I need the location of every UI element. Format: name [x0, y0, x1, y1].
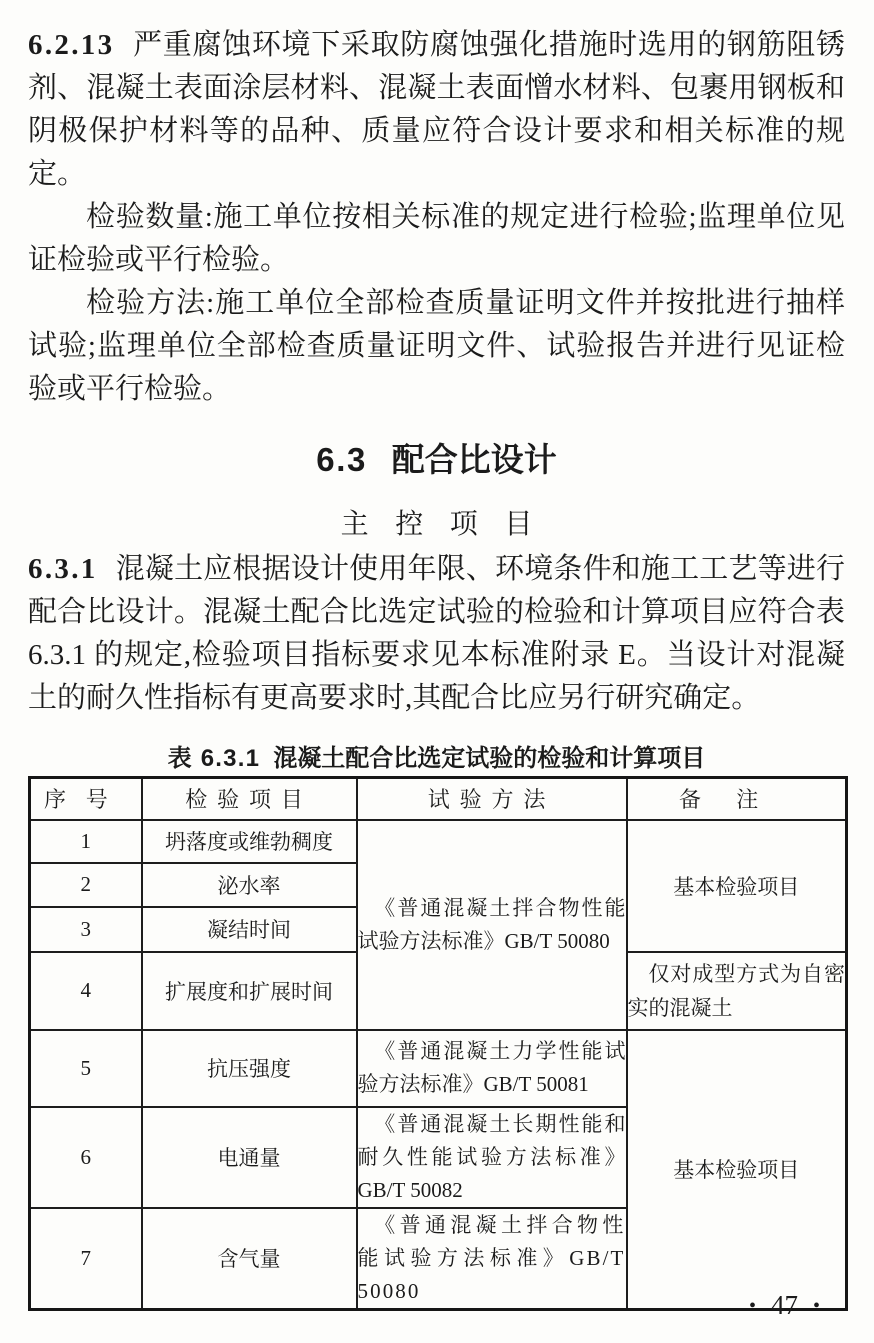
- inspection-items-table: [28, 776, 848, 1311]
- row1-item: 坍落度或维勃稠度: [142, 820, 357, 863]
- row2-item: 泌水率: [142, 863, 357, 907]
- header-remark: 备注: [627, 778, 847, 820]
- header-item: 检验项目: [142, 778, 357, 820]
- row6-item: 电通量: [142, 1107, 357, 1208]
- inspection-quantity-para: 检验数量:施工单位按相关标准的规定进行检验;监理单位见证检验或平行检验。: [28, 201, 845, 276]
- table-caption-label: 表 6.3.1: [167, 745, 261, 772]
- row6-no: 6: [30, 1107, 142, 1208]
- clause-6-2-13-number: 6.2.13: [28, 29, 115, 61]
- row4-no: 4: [30, 952, 142, 1030]
- row7-no: 7: [30, 1208, 142, 1310]
- row4-item: 扩展度和扩展时间: [142, 952, 357, 1030]
- page-number: 47: [770, 1290, 798, 1320]
- footer-left-bullet: •: [748, 1294, 756, 1317]
- row5-item: 抗压强度: [142, 1030, 357, 1107]
- inspection-method-para: 检验方法:施工单位全部检查质量证明文件并按批进行抽样试验;监理单位全部检查质量证明文件、试验报告并进行见证检验或平行检验。: [28, 287, 845, 405]
- table-row: [30, 820, 847, 863]
- page-number-footer: [749, 1290, 820, 1321]
- section-number: 6.3: [316, 441, 368, 478]
- method-row-5: 《普通混凝土力学性能试验方法标准》GB/T 50081: [357, 1030, 627, 1107]
- clause-6-3-1-text: 混凝土应根据设计使用年限、环境条件和施工工艺等进行配合比设计。混凝土配合比选定试验的检验和计算项目应符合表 6.3.1 的规定,检验项目指标要求见本标准附录 E。当设计对混凝土的耐久性指标有更高要求时,其配合比应另行研究确定。: [28, 553, 845, 714]
- remark-row-4: 仅对成型方式为自密实的混凝土: [627, 952, 847, 1030]
- table-header-row: [30, 778, 847, 820]
- header-no: 序号: [30, 778, 142, 820]
- method-rows-1-4: 《普通混凝土拌合物性能试验方法标准》GB/T 50080: [357, 820, 627, 1030]
- row7-item: 含气量: [142, 1208, 357, 1310]
- row3-item: 凝结时间: [142, 907, 357, 952]
- subsection-heading: 主控项目: [340, 509, 559, 540]
- clause-6-3-1-para: [28, 548, 845, 720]
- clause-6-2-13-text: 严重腐蚀环境下采取防腐蚀强化措施时选用的钢筋阻锈剂、混凝土表面涂层材料、混凝土表面憎水材料、包裹用钢板和阴极保护材料等的品种、质量应符合设计要求和相关标准的规定。: [28, 29, 845, 190]
- row5-no: 5: [30, 1030, 142, 1107]
- table-caption: [28, 742, 845, 776]
- clause-6-3-1-number: 6.3.1: [28, 553, 98, 585]
- method-row-7: 《普通混凝土拌合物性能试验方法标准》GB/T 50080: [357, 1208, 627, 1310]
- section-title: 配合比设计: [391, 441, 557, 478]
- table-caption-title: 混凝土配合比选定试验的检验和计算项目: [273, 745, 706, 772]
- header-method: 试验方法: [357, 778, 627, 820]
- section-heading: [28, 438, 845, 482]
- row2-no: 2: [30, 863, 142, 907]
- footer-right-bullet: •: [812, 1294, 820, 1317]
- row3-no: 3: [30, 907, 142, 952]
- remark-rows-5-7: 基本检验项目: [627, 1030, 847, 1310]
- method-row-6: 《普通混凝土长期性能和耐久性能试验方法标准》GB/T 50082: [357, 1107, 627, 1208]
- table-row: [30, 1030, 847, 1107]
- remark-rows-1-3: 基本检验项目: [627, 820, 847, 952]
- row1-no: 1: [30, 820, 142, 863]
- clause-6-2-13-para: [28, 24, 845, 196]
